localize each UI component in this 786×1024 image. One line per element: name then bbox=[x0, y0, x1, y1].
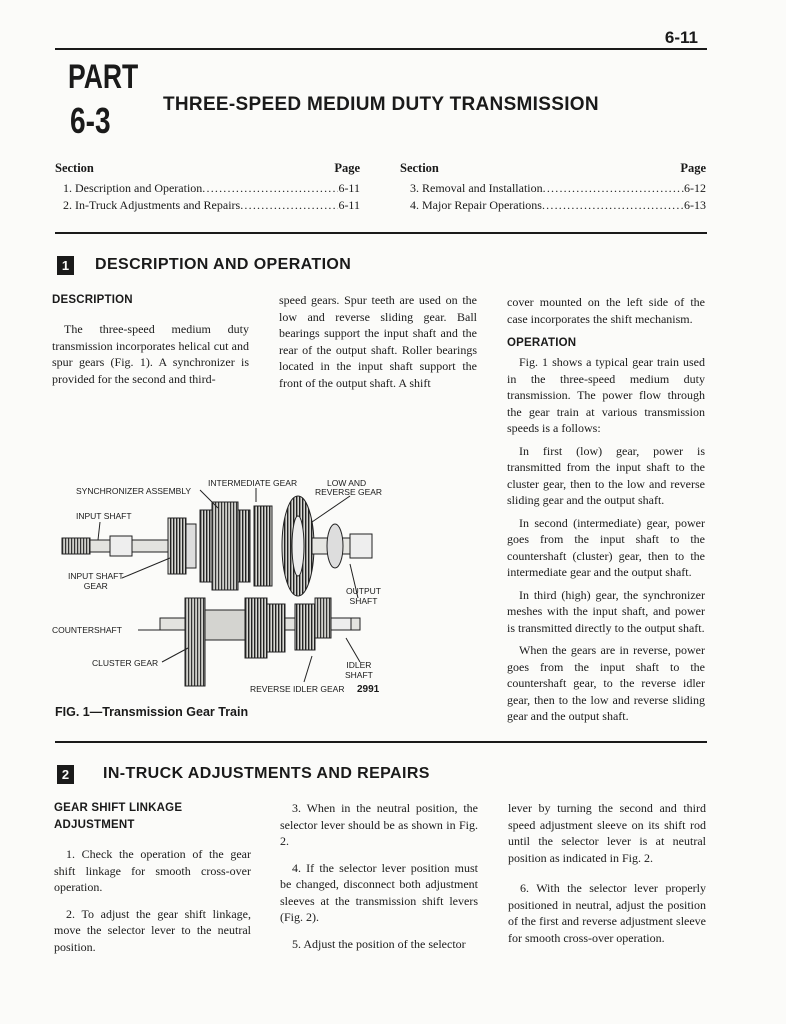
section2-col2 bbox=[280, 800, 478, 958]
label-output-shaft-line2: SHAFT bbox=[349, 596, 378, 606]
toc-entry-page: 6-11 bbox=[338, 198, 360, 212]
description-paragraph: The three-speed medium duty transmission incorporates helical cut and spur gears (Fig. 1). A synchronizer is provided for the second and third- bbox=[52, 322, 249, 386]
label-synchronizer-assembly: SYNCHRONIZER ASSEMBLY bbox=[76, 486, 192, 496]
part-number: 6-3 bbox=[70, 100, 111, 141]
operation-paragraph: In third (high) gear, the synchronizer meshes with the input shaft, and power is transmitted directly to the output shaft. bbox=[507, 587, 705, 635]
figure-number: 2991 bbox=[357, 684, 380, 695]
operation-paragraph: Fig. 1 shows a typical gear train used in the three-speed medium duty transmission. The power flow through the gear train at various transmission speeds is a follows: bbox=[507, 355, 705, 435]
section-rule bbox=[55, 741, 707, 743]
operation-paragraph: In first (low) gear, power is transmitted from the input shaft to the cluster gear, then to the low and reverse sliding gear and the output shaft. bbox=[507, 443, 705, 507]
toc-entry-text: 3. Removal and Installation bbox=[410, 181, 543, 195]
label-intermediate-gear: INTERMEDIATE GEAR bbox=[208, 478, 298, 488]
toc-entry[interactable] bbox=[400, 180, 706, 197]
label-input-shaft: INPUT SHAFT bbox=[76, 511, 132, 521]
label-cluster-gear: CLUSTER GEAR bbox=[92, 658, 159, 668]
gear-shift-heading-line2: ADJUSTMENT bbox=[54, 819, 135, 831]
description-paragraph: speed gears. Spur teeth are used on the low and reverse sliding gear. Ball bearings support the input shaft and the rear of the output shaft. Roller bearings located in the input shaft support the front of the output shaft. A shift bbox=[279, 293, 477, 390]
toc-entry-text: 2. In-Truck Adjustments and Repairs bbox=[63, 198, 241, 212]
toc-entry[interactable] bbox=[55, 197, 360, 214]
label-idler-shaft-line2: SHAFT bbox=[345, 670, 373, 680]
section-title: DESCRIPTION AND OPERATION bbox=[95, 256, 352, 273]
toc-entry-page: 6-12 bbox=[684, 181, 706, 195]
gear-shift-heading-line1: GEAR SHIFT LINKAGE bbox=[54, 802, 183, 814]
part-title: THREE-SPEED MEDIUM DUTY TRANSMISSION bbox=[163, 94, 599, 115]
label-reverse-idler-gear: REVERSE IDLER GEAR bbox=[250, 684, 345, 694]
toc-rule bbox=[55, 232, 707, 234]
figure-caption: FIG. 1—Transmission Gear Train bbox=[55, 705, 249, 719]
toc-section-label: Section bbox=[400, 161, 439, 175]
header-rule bbox=[55, 48, 707, 50]
label-output-shaft-line1: OUTPUT bbox=[346, 586, 381, 596]
operation-paragraph: In second (intermediate) gear, power goes from the input shaft to the countershaft (cluster) gear, then to the intermediate gear and the output shaft. bbox=[507, 515, 705, 579]
operation-heading: OPERATION bbox=[507, 337, 577, 349]
section2-col1 bbox=[54, 800, 251, 961]
toc-dots bbox=[202, 180, 338, 197]
label-idler-shaft-line1: IDLER bbox=[346, 660, 372, 670]
operation-paragraph: When the gears are in reverse, power goes from the input shaft to the countershaft gear, to the reverse idler gear, then to the low and reverse sliding gear and the output shaft. bbox=[507, 643, 705, 723]
section-number-box: 2 bbox=[57, 765, 74, 784]
toc-left bbox=[55, 160, 360, 214]
toc-entry-text: 1. Description and Operation bbox=[63, 181, 203, 195]
description-paragraph: cover mounted on the left side of the case incorporates the shift mechanism. bbox=[507, 295, 705, 326]
label-idler-shaft bbox=[345, 660, 373, 680]
page-number: 6-11 bbox=[664, 28, 698, 47]
adjustment-step: 1. Check the operation of the gear shift linkage for smooth cross-over operation. bbox=[54, 847, 251, 894]
toc-dots bbox=[543, 180, 684, 197]
toc-entry[interactable] bbox=[400, 197, 706, 214]
label-input-shaft-gear-line2: GEAR bbox=[83, 581, 108, 591]
toc-entry-page: 6-11 bbox=[338, 181, 360, 195]
label-output-shaft bbox=[346, 586, 381, 606]
toc-page-label: Page bbox=[680, 161, 706, 175]
label-low-and: LOW AND bbox=[327, 478, 367, 488]
toc-entry-page: 6-13 bbox=[684, 198, 706, 212]
gear-train-figure bbox=[50, 470, 400, 700]
adjustment-step: 4. If the selector lever position must be changed, disconnect both adjustment sleeves at the transmission shift levers (Fig. 2). bbox=[280, 860, 478, 924]
label-reverse-gear: REVERSE GEAR bbox=[315, 487, 383, 497]
part-word: PART bbox=[68, 58, 139, 96]
toc-right-header bbox=[400, 160, 706, 177]
toc-dots bbox=[240, 197, 338, 214]
label-input-shaft-gear bbox=[68, 571, 124, 591]
adjustment-step: 3. When in the neutral position, the selector lever should be as shown in Fig. 2. bbox=[280, 801, 478, 848]
toc-entry-text: 4. Major Repair Operations bbox=[410, 198, 542, 212]
toc-entry[interactable] bbox=[55, 180, 360, 197]
adjustment-step: lever by turning the second and third speed adjustment sleeve on its shift rod until the selector lever is at neutral position as indicated in Fig. 2. bbox=[508, 801, 706, 865]
section-number-box: 1 bbox=[57, 256, 74, 275]
adjustment-step: 6. With the selector lever properly positioned in neutral, adjust the position of the first and reverse adjustment sleeve for smooth cross-over operation. bbox=[508, 881, 706, 945]
section1-col1 bbox=[52, 292, 249, 393]
toc-right bbox=[400, 160, 706, 214]
label-input-shaft-gear-line1: INPUT SHAFT bbox=[68, 571, 124, 581]
toc-dots bbox=[542, 197, 684, 214]
toc-page-label: Page bbox=[334, 161, 360, 175]
adjustment-step: 2. To adjust the gear shift linkage, move the selector lever to the neutral position. bbox=[54, 906, 251, 954]
toc-section-label: Section bbox=[55, 161, 94, 175]
adjustment-step: 5. Adjust the position of the selector bbox=[292, 936, 466, 951]
toc-left-header bbox=[55, 160, 360, 177]
section2-col3 bbox=[508, 800, 706, 952]
section-title: IN-TRUCK ADJUSTMENTS AND REPAIRS bbox=[103, 765, 430, 782]
description-heading: DESCRIPTION bbox=[52, 294, 133, 306]
section1-col3 bbox=[507, 294, 705, 731]
section1-col2 bbox=[279, 292, 477, 397]
label-countershaft: COUNTERSHAFT bbox=[52, 625, 122, 635]
